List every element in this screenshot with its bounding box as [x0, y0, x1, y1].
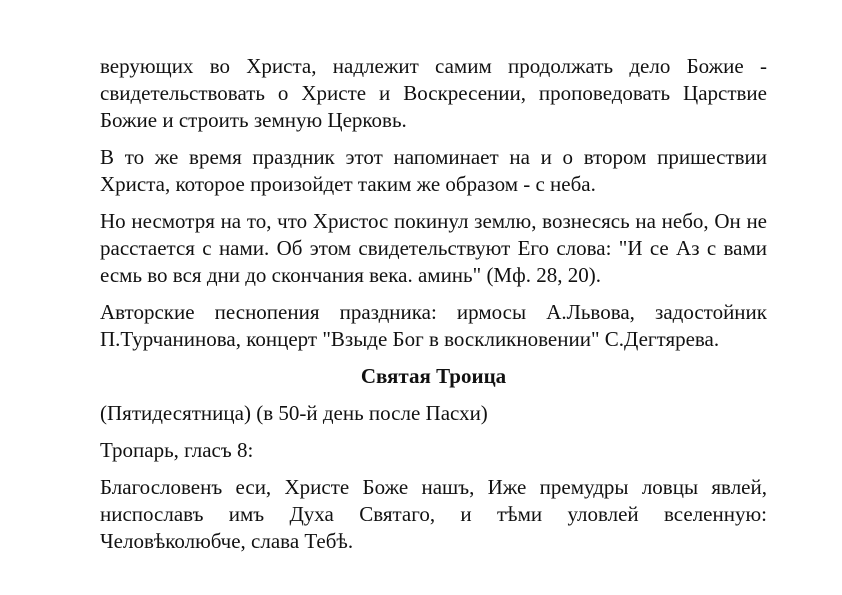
troparion-label: Тропарь, гласъ 8: — [100, 438, 254, 462]
paragraph-second-coming: В то же время праздник этот напоминает на и о втором пришествии Христа, которое произойдет таким же образом - с неба. — [100, 145, 767, 196]
paragraph-resurrection-duty: верующих во Христа, надлежит самим продолжать дело Божие - свидетельствовать о Христе и Воскресении, проповедовать Царствие Божие и строить земную Церковь. — [100, 54, 767, 132]
subtitle-pentecost: (Пятидесятница) (в 50-й день после Пасхи) — [100, 401, 488, 425]
paragraph-author-hymns: Авторские песнопения праздника: ирмосы А.Львова, задостойник П.Турчанинова, концерт "Взыде Бог в воскликновении" С.Дегтярева. — [100, 300, 767, 351]
document-page — [100, 53, 767, 565]
paragraph-christ-with-us: Но несмотря на то, что Христос покинул землю, вознесясь на небо, Он не расстается с нами. Об этом свидетельствуют Его слова: "И се Аз с вами есмь во вся дни до скончания века. аминь" (Мф. 28, 20). — [100, 209, 767, 287]
section-heading-holy-trinity: Святая Троица — [360, 364, 507, 388]
troparion-text: Благословенъ еси, Христе Боже нашъ, Иже премудры ловцы явлей, ниспославъ имъ Духа Святаго, и тѣми уловлей вселенную: Человѣколюбче, слава Тебѣ. — [100, 475, 767, 553]
